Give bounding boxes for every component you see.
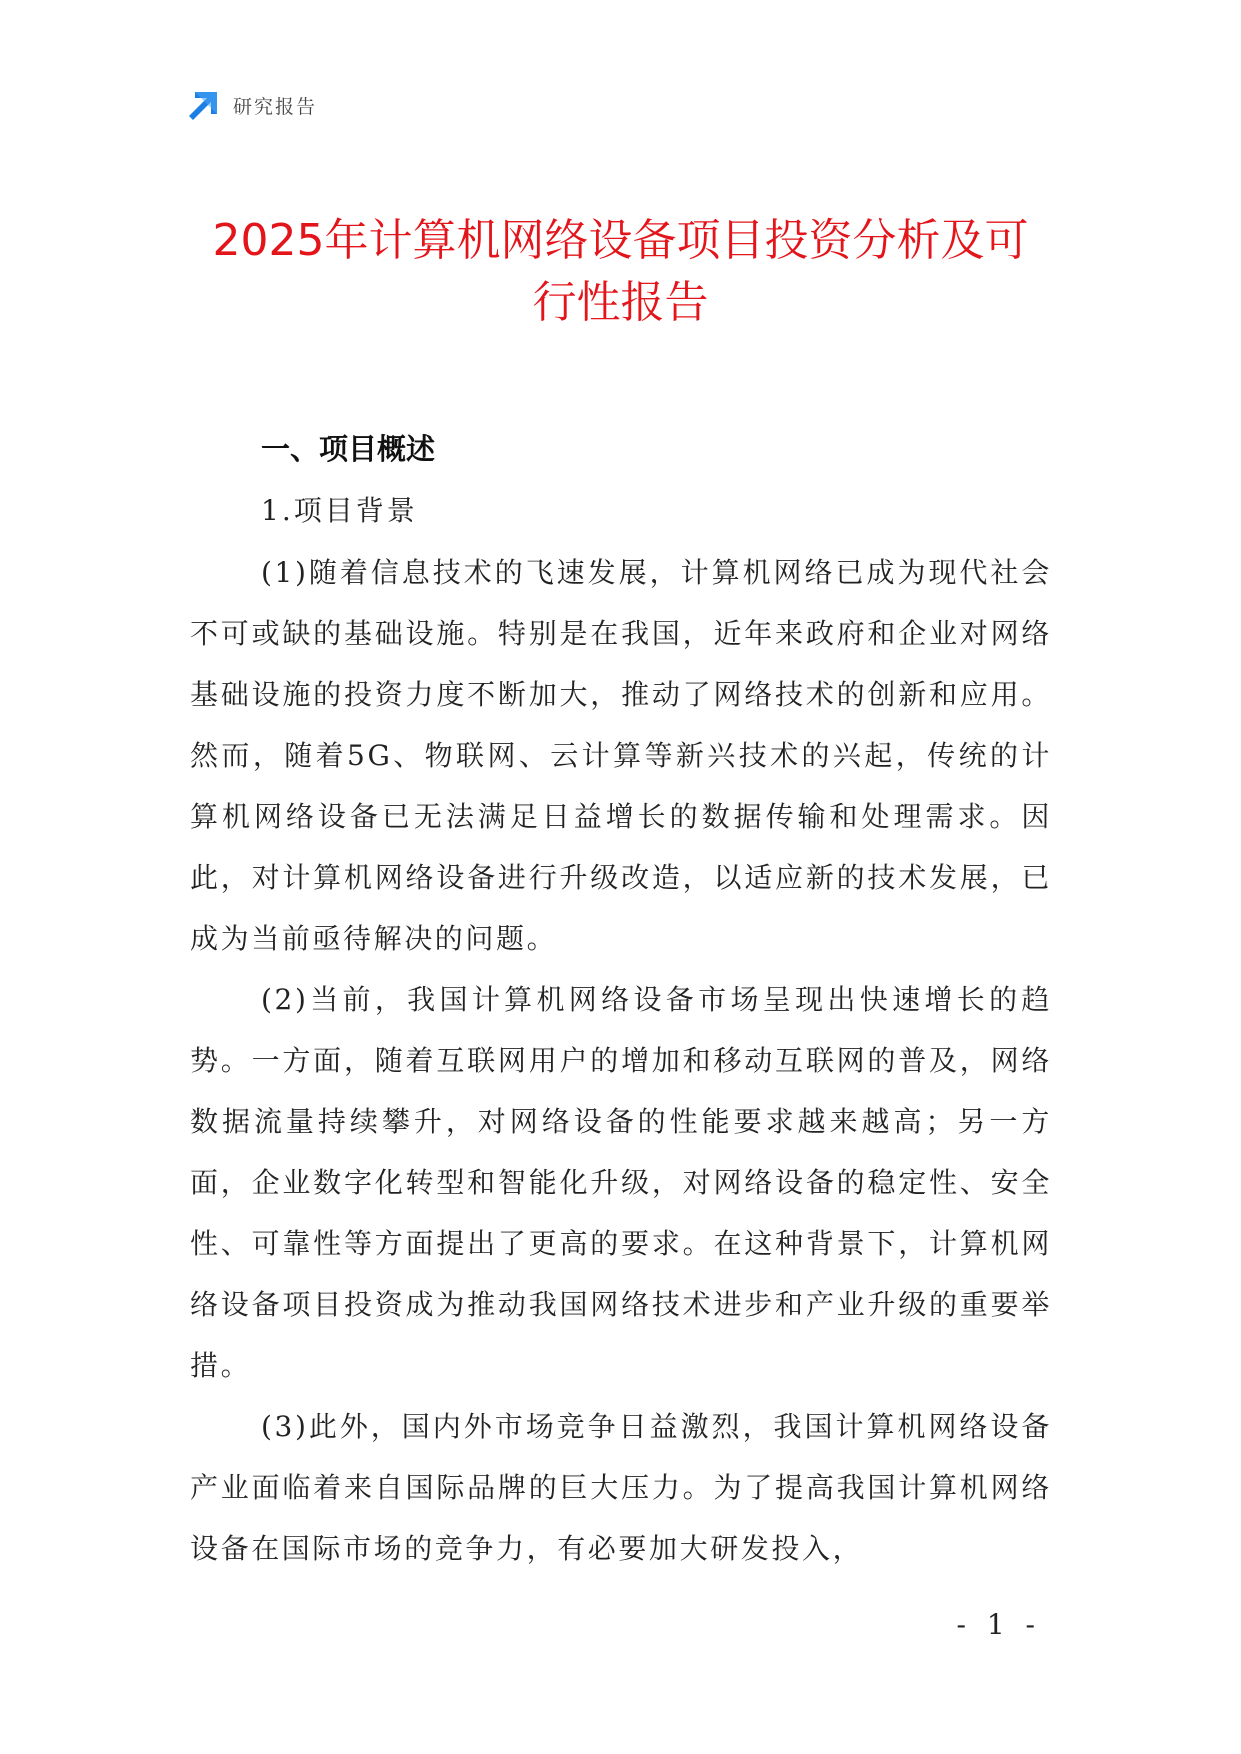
- header-label: 研究报告: [233, 95, 318, 118]
- title-line-1: 2025年计算机网络设备项目投资分析及可: [212, 215, 1029, 266]
- page-number: - 1 -: [956, 1608, 1041, 1641]
- arrow-up-right-icon: [187, 88, 221, 122]
- report-header: [187, 88, 317, 122]
- section-heading: 一、项目概述: [261, 432, 436, 466]
- page-title: [150, 210, 1091, 334]
- title-line-2: 行性报告: [532, 277, 709, 328]
- subsection-heading: 1.项目背景: [261, 494, 418, 527]
- paragraph-2: (2)当前，我国计算机网络设备市场呈现出快速增长的趋势。一方面，随着互联网用户的增加和移动互联网的普及，网络数据流量持续攀升，对网络设备的性能要求越来越高；另一方面，企业数字化转型和智能化升级，对网络设备的稳定性、安全性、可靠性等方面提出了更高的要求。在这种背景下，计算机网络设备项目投资成为推动我国网络技术进步和产业升级的重要举措。: [190, 983, 1052, 1382]
- paragraph-1: (1)随着信息技术的飞速发展，计算机网络已成为现代社会不可或缺的基础设施。特别是在我国，近年来政府和企业对网络基础设施的投资力度不断加大，推动了网络技术的创新和应用。然而，随着5G、物联网、云计算等新兴技术的兴起，传统的计算机网络设备已无法满足日益增长的数据传输和处理需求。因此，对计算机网络设备进行升级改造，以适应新的技术发展，已成为当前亟待解决的问题。: [190, 556, 1052, 955]
- document-body: [190, 418, 1052, 1579]
- paragraph-3: (3)此外，国内外市场竞争日益激烈，我国计算机网络设备产业面临着来自国际品牌的巨大压力。为了提高我国计算机网络设备在国际市场的竞争力，有必要加大研发投入，: [190, 1410, 1052, 1565]
